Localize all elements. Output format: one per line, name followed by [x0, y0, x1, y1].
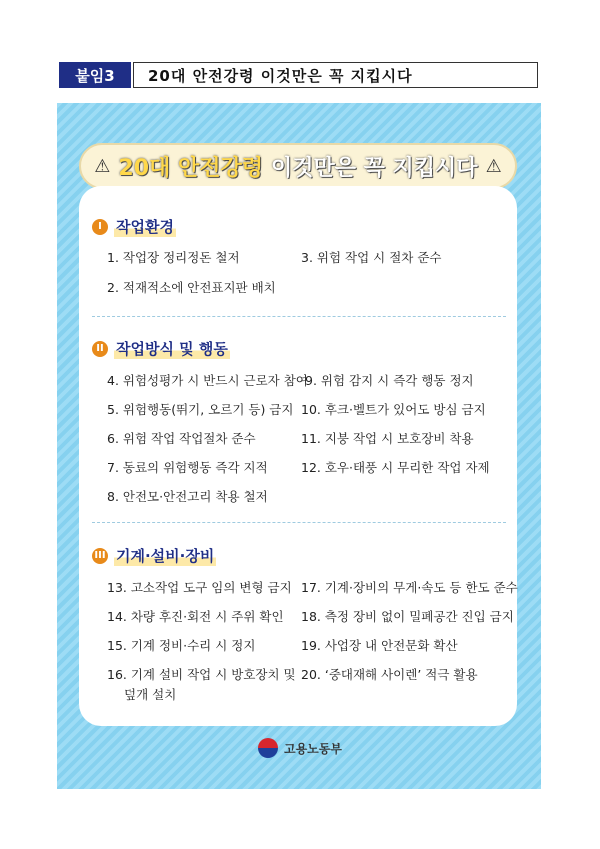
list-item: 4. 위험성평가 시 반드시 근로자 참여	[107, 373, 308, 388]
roman-numeral-badge: III	[92, 548, 108, 564]
list-item: 20. ‘중대재해 사이렌’ 적극 활용	[301, 667, 478, 682]
list-item: 6. 위험 작업 작업절차 준수	[107, 431, 256, 446]
roman-numeral-badge: II	[92, 341, 108, 357]
poster-banner	[79, 143, 517, 189]
page-title: 20대 안전강령 이것만은 꼭 지킵시다	[133, 62, 538, 88]
list-item: 7. 동료의 위험행동 즉각 지적	[107, 460, 268, 475]
list-item: 13. 고소작업 도구 임의 변형 금지	[107, 580, 292, 595]
list-item: 17. 기계·장비의 무게·속도 등 한도 준수	[301, 580, 518, 595]
section-title: 작업환경	[116, 218, 174, 236]
list-item: 11. 지붕 작업 시 보호장비 착용	[301, 431, 474, 446]
list-item: 9. 위험 감지 시 즉각 행동 정지	[305, 373, 474, 388]
ministry-name: 고용노동부	[284, 741, 342, 756]
section-heading-work-environment	[92, 216, 176, 237]
section-divider	[92, 522, 506, 523]
taegeuk-icon	[258, 738, 278, 758]
ministry-logo	[258, 738, 342, 758]
list-item: 18. 측정 장비 없이 밀폐공간 진입 금지	[301, 609, 514, 624]
banner-rest: 이것만은 꼭 지킵시다	[270, 155, 478, 181]
list-item: 5. 위험행동(뛰기, 오르기 등) 금지	[107, 402, 294, 417]
list-item: 15. 기계 정비·수리 시 정지	[107, 638, 256, 653]
warning-icon: ⚠	[94, 155, 111, 177]
section-heading-machinery	[92, 545, 216, 566]
list-item: 19. 사업장 내 안전문화 확산	[301, 638, 458, 653]
list-item: 1. 작업장 정리정돈 철저	[107, 250, 240, 265]
list-item: 14. 차량 후진·회전 시 주위 확인	[107, 609, 284, 624]
list-item: 12. 호우·태풍 시 무리한 작업 자제	[301, 460, 490, 475]
list-item: 10. 후크·벨트가 있어도 방심 금지	[301, 402, 486, 417]
section-divider	[92, 316, 506, 317]
warning-icon: ⚠	[485, 155, 502, 177]
banner-highlight: 20대 안전강령	[118, 155, 263, 181]
section-heading-work-behavior	[92, 338, 230, 359]
roman-numeral-badge: I	[92, 219, 108, 235]
list-item-continuation: 덮개 설치	[124, 687, 177, 702]
list-item: 2. 적재적소에 안전표지판 배치	[107, 280, 276, 295]
list-item: 3. 위험 작업 시 절차 준수	[301, 250, 442, 265]
section-title: 작업방식 및 행동	[116, 340, 228, 358]
attachment-tag: 붙임3	[59, 62, 131, 88]
list-item: 16. 기계 설비 작업 시 방호장치 및	[107, 667, 296, 682]
list-item: 8. 안전모·안전고리 착용 철저	[107, 489, 268, 504]
section-title: 기계·설비·장비	[116, 547, 215, 565]
